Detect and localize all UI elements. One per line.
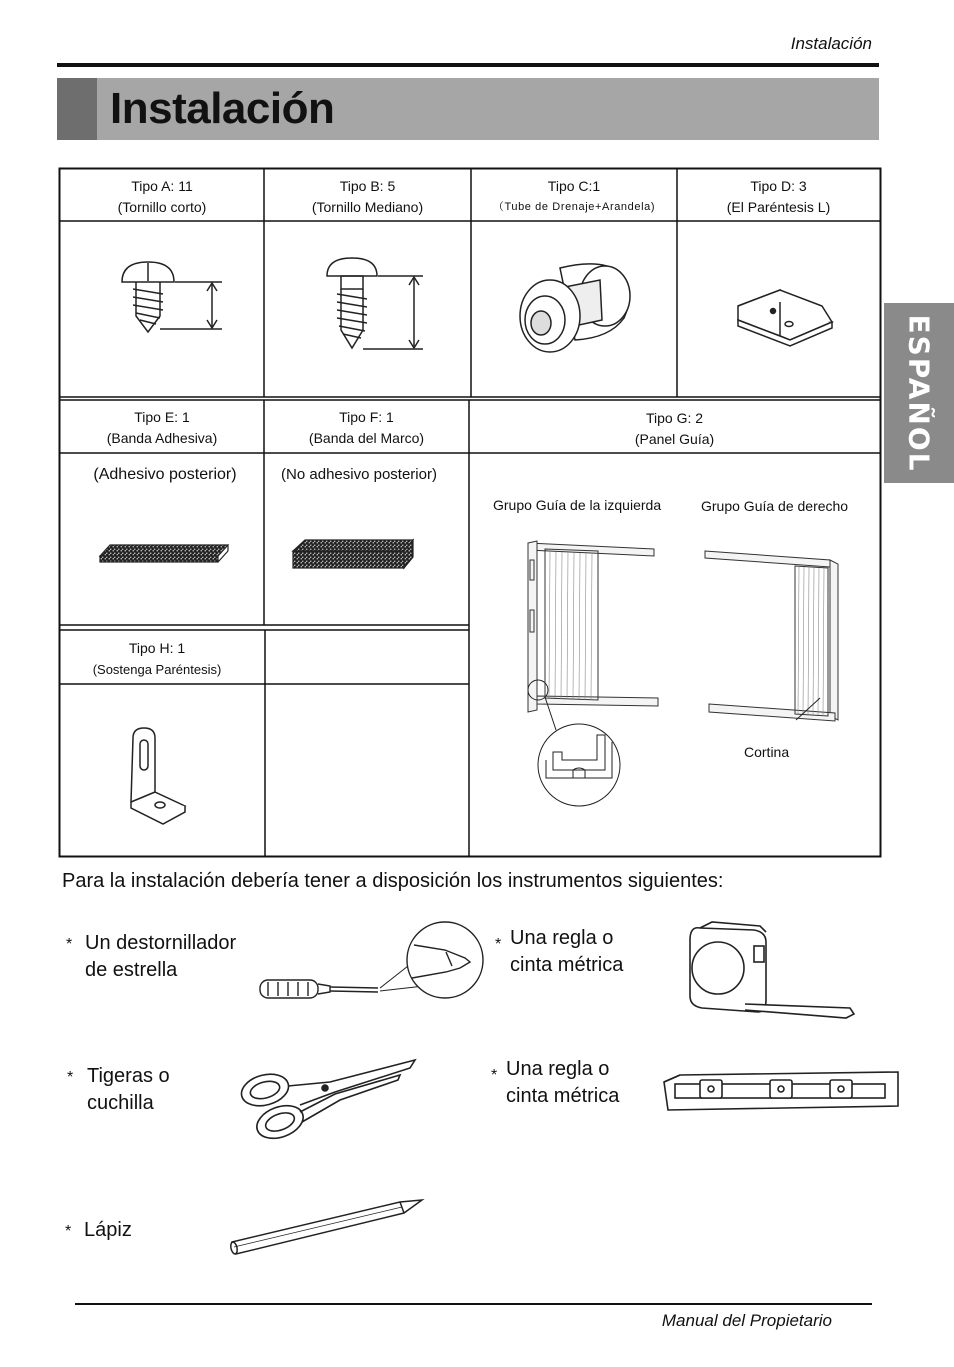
frame-strip-f-icon [293,540,413,568]
bullet-star: * [67,1069,74,1086]
part-d-type: Tipo D: 3 [750,178,807,194]
part-b-type: Tipo B: 5 [339,178,396,194]
part-a-type: Tipo A: 11 [131,178,193,194]
part-e-note: (Adhesivo posterior) [93,466,237,483]
part-d-desc: (El Paréntesis L) [726,199,831,215]
level-icon [664,1072,898,1110]
guide-left-label: Grupo Guía de la izquierda [493,497,662,513]
part-a-desc: (Tornillo corto) [117,199,207,215]
part-g-header [469,408,880,450]
part-a-header [60,176,264,218]
tool-level-line1: Una regla o [506,1058,610,1080]
part-g-type: Tipo G: 2 [645,410,704,426]
bullet-star: * [66,936,73,953]
part-e-type: Tipo E: 1 [134,409,190,425]
bullet-star: * [65,1223,72,1240]
part-c-header [471,176,677,218]
adhesive-strip-e-icon [100,545,228,562]
part-e-header [60,407,264,449]
tool-pencil-text: Lápiz [84,1219,132,1241]
guide-right-label: Grupo Guía de derecho [701,498,849,514]
part-b-header [264,176,471,218]
part-b-desc: (Tornillo Mediano) [311,199,424,215]
tool-screwdriver-line1: Un destornillador [85,932,237,954]
curtain-label: Cortina [744,744,790,760]
part-f-note: (No adhesivo posterior) [281,466,437,483]
tape-measure-icon [690,922,854,1018]
part-e-desc: (Banda Adhesiva) [106,430,218,446]
part-c-type: Tipo C:1 [547,178,601,194]
tool-scissors-line1: Tigeras o [87,1065,170,1087]
l-bracket-d-icon [738,290,832,346]
tools-intro: Para la instalación debería tener a disposición los instrumentos siguientes: [62,870,724,892]
screwdriver-icon [260,922,483,998]
part-f-header [264,407,469,449]
tools-illustrations [0,900,954,1280]
tool-tape-line2: cinta métrica [510,954,624,976]
page-title: Instalación [110,84,335,133]
hold-bracket-h-icon [131,728,185,824]
screw-a-icon [122,262,222,332]
pencil-icon [230,1200,422,1255]
tool-screwdriver-line2: de estrella [85,959,178,981]
language-tab-label: ESPAÑOL [902,314,936,472]
part-h-desc: (Sostenga Paréntesis) [92,662,222,677]
tool-tape-line1: Una regla o [510,927,614,949]
bullet-star: * [495,936,502,953]
tool-level-line2: cinta métrica [506,1085,620,1107]
guide-panel-right-icon [705,551,838,721]
part-d-header [677,176,880,218]
part-h-type: Tipo H: 1 [128,640,186,656]
bullet-star: * [491,1067,498,1084]
part-c-desc: （Tube de Drenaje+Arandela) [492,201,656,213]
part-f-desc: (Banda del Marco) [308,430,425,446]
part-h-header [60,638,254,680]
part-g-desc: (Panel Guía) [634,431,715,447]
guide-panel-left-icon [528,541,658,806]
scissors-icon [238,1060,415,1144]
footer-rule [75,1303,872,1305]
running-header: Instalación [790,34,872,53]
screw-b-icon [327,258,423,349]
drain-tube-c-icon [520,264,630,352]
tool-scissors-line2: cuchilla [87,1092,154,1114]
footer-text: Manual del Propietario [661,1311,832,1330]
part-f-type: Tipo F: 1 [339,409,394,425]
